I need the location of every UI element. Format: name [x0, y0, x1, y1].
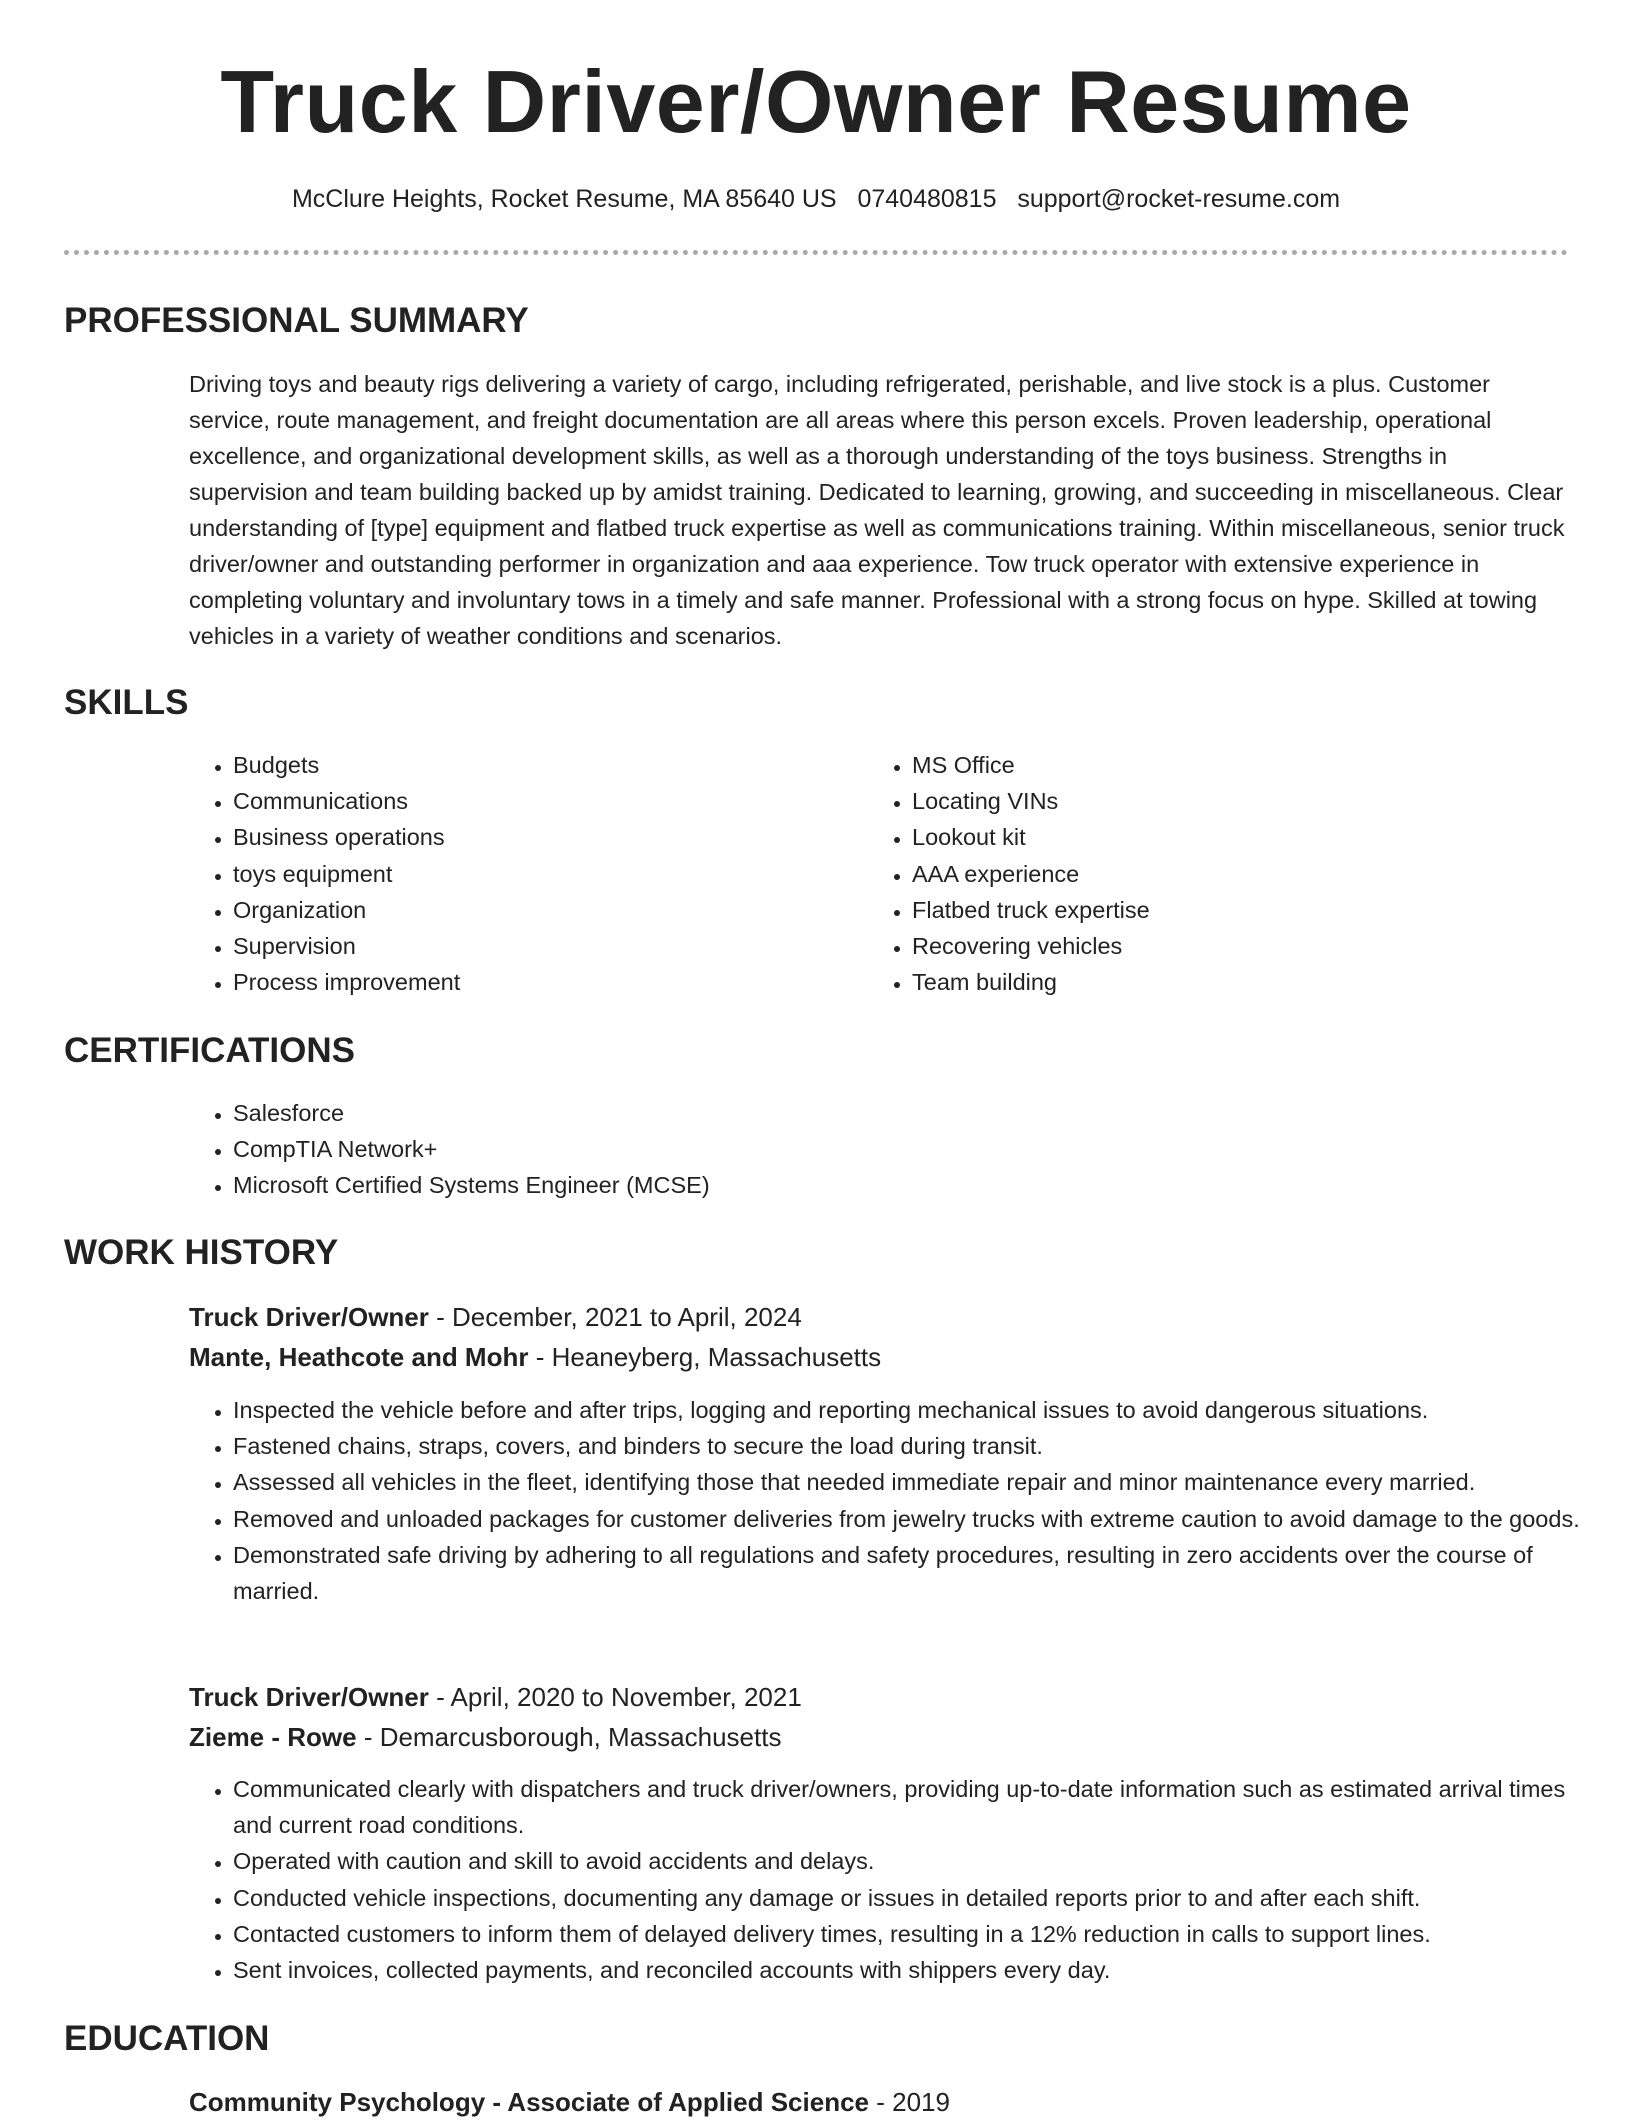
list-item: • Demonstrated safe driving by adhering to all regulations and safety procedures, resulting in zero accidents over the course of married.	[233, 1537, 1593, 1609]
list-item: • CompTIA Network+	[233, 1131, 1533, 1167]
summary-heading: PROFESSIONAL SUMMARY	[64, 301, 529, 340]
job-title-line	[189, 1299, 802, 1335]
phone: 0740480815	[857, 185, 997, 213]
job-company: Zieme - Rowe	[189, 1722, 357, 1752]
job-bullets	[189, 1392, 1593, 1609]
list-item: • Team building	[912, 964, 1562, 1000]
job-location: - Demarcusborough, Massachusetts	[356, 1722, 782, 1752]
job-title-line	[189, 1679, 802, 1715]
resume-title: Truck Driver/Owner Resume	[220, 52, 1412, 151]
job-title: Truck Driver/Owner	[189, 1302, 429, 1332]
list-item: • Communications	[233, 783, 853, 819]
skills-heading: SKILLS	[64, 683, 189, 722]
list-item: • Removed and unloaded packages for customer deliveries from jewelry trucks with extreme caution to avoid damage to the goods.	[233, 1501, 1593, 1537]
list-item: • Process improvement	[233, 964, 853, 1000]
list-item: • Contacted customers to inform them of delayed delivery times, resulting in a 12% reduction in calls to support lines.	[233, 1916, 1593, 1952]
job-title: Truck Driver/Owner	[189, 1682, 429, 1712]
list-item: • toys equipment	[233, 856, 853, 892]
job-dates: - April, 2020 to November, 2021	[428, 1682, 802, 1712]
list-item: • Sent invoices, collected payments, and reconciled accounts with shippers every day.	[233, 1952, 1593, 1988]
header-divider	[64, 250, 1568, 255]
list-item: • Flatbed truck expertise	[912, 892, 1562, 928]
education-degree: Community Psychology - Associate of Applied Science	[189, 2087, 869, 2117]
list-item: • Fastened chains, straps, covers, and binders to secure the load during transit.	[233, 1428, 1593, 1464]
list-item: • Operated with caution and skill to avoid accidents and delays.	[233, 1843, 1593, 1879]
list-item: • Budgets	[233, 747, 853, 783]
job-bullets	[189, 1771, 1593, 1988]
work-history-heading: WORK HISTORY	[64, 1233, 339, 1272]
education-line	[189, 2084, 950, 2120]
certifications-heading: CERTIFICATIONS	[64, 1031, 356, 1070]
certifications-list	[189, 1095, 1533, 1204]
list-item: • Lookout kit	[912, 819, 1562, 855]
list-item: • Organization	[233, 892, 853, 928]
job-company: Mante, Heathcote and Mohr	[189, 1342, 529, 1372]
list-item: • Inspected the vehicle before and after trips, logging and reporting mechanical issues to avoid dangerous situations.	[233, 1392, 1593, 1428]
list-item: • Business operations	[233, 819, 853, 855]
skills-list-left	[189, 747, 853, 1000]
list-item: • Microsoft Certified Systems Engineer (MCSE)	[233, 1167, 1533, 1203]
job-company-line	[189, 1339, 881, 1375]
job-company-line	[189, 1719, 781, 1755]
address: McClure Heights, Rocket Resume, MA 85640 US	[291, 185, 837, 213]
skills-list-right	[868, 747, 1562, 1000]
job-dates: - December, 2021 to April, 2024	[428, 1302, 802, 1332]
list-item: • AAA experience	[912, 856, 1562, 892]
summary-text: Driving toys and beauty rigs delivering a variety of cargo, including refrigerated, perishable, and live stock is a plus. Customer service, route management, and freight documentation are all areas where this person excels. Proven leadership, operational excellence, and organizational development skills, as well as a thorough understanding of the toys business. Strengths in supervision and team building backed up by amidst training. Dedicated to learning, growing, and succeeding in miscellaneous. Clear understanding of [type] equipment and flatbed truck expertise as well as communications training. Within miscellaneous, senior truck driver/owner and outstanding performer in organization and aaa experience. Tow truck operator with extensive experience in completing voluntary and involuntary tows in a timely and safe manner. Professional with a strong focus on hype. Skilled at towing vehicles in a variety of weather conditions and scenarios.	[189, 371, 1565, 649]
list-item: • Locating VINs	[912, 783, 1562, 819]
list-item: • Recovering vehicles	[912, 928, 1562, 964]
list-item: • MS Office	[912, 747, 1562, 783]
contact-line	[0, 182, 1632, 216]
list-item: • Supervision	[233, 928, 853, 964]
list-item: • Assessed all vehicles in the fleet, identifying those that needed immediate repair and minor maintenance every married.	[233, 1464, 1593, 1500]
job-location: - Heaneyberg, Massachusetts	[528, 1342, 882, 1372]
education-heading: EDUCATION	[64, 2019, 270, 2058]
email: support@rocket-resume.com	[1017, 185, 1341, 213]
list-item: • Salesforce	[233, 1095, 1533, 1131]
list-item: • Conducted vehicle inspections, documenting any damage or issues in detailed reports prior to and after each shift.	[233, 1880, 1593, 1916]
list-item: • Communicated clearly with dispatchers and truck driver/owners, providing up-to-date information such as estimated arrival times and current road conditions.	[233, 1771, 1593, 1843]
education-year: - 2019	[869, 2087, 950, 2117]
